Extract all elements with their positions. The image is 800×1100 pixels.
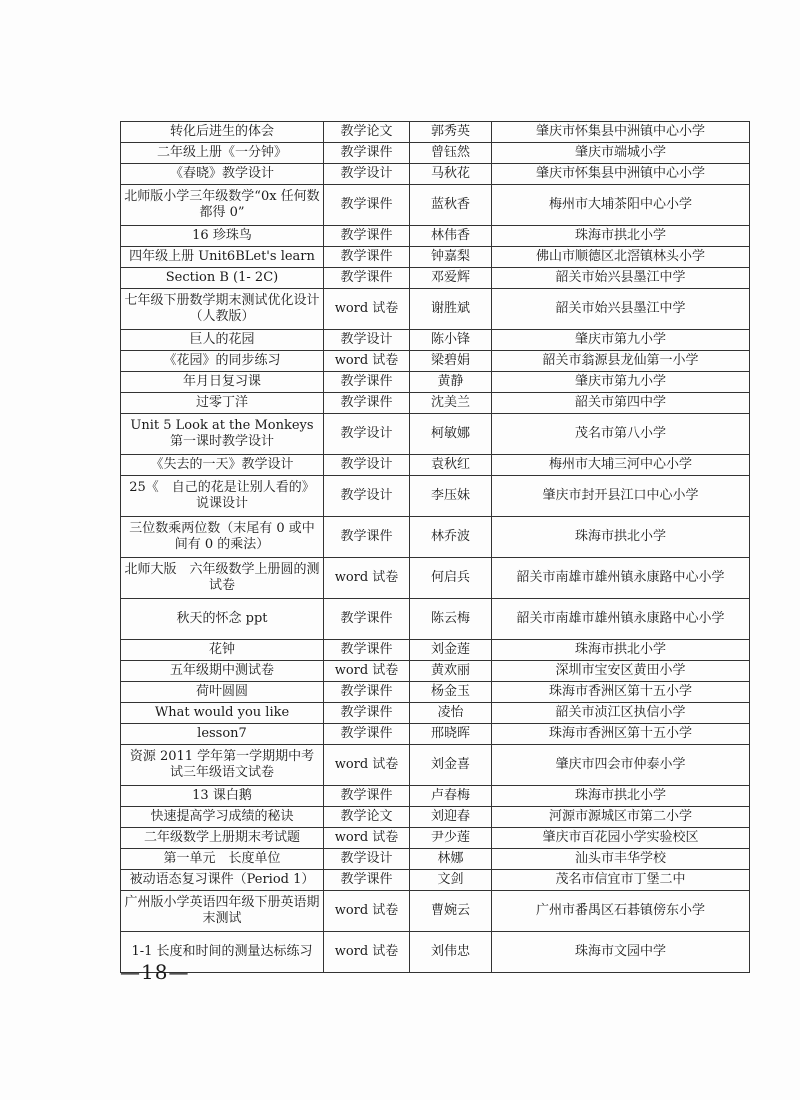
cell-title: Section B (1- 2C)	[121, 268, 324, 289]
cell-school: 汕头市丰华学校	[492, 849, 750, 870]
cell-type: 教学课件	[324, 247, 410, 268]
table-row	[121, 185, 750, 226]
cell-type: 教学课件	[324, 870, 410, 891]
cell-school: 河源市源城区市第二小学	[492, 807, 750, 828]
table-row	[121, 455, 750, 476]
cell-title: 七年级下册数学期末测试优化设计（人教版）	[121, 289, 324, 330]
cell-type: 教学课件	[324, 372, 410, 393]
table-row	[121, 661, 750, 682]
cell-author: 刘金莲	[410, 640, 492, 661]
cell-type: 教学课件	[324, 599, 410, 640]
table-row	[121, 849, 750, 870]
cell-author: 邢晓晖	[410, 724, 492, 745]
cell-title: 五年级期中测试卷	[121, 661, 324, 682]
cell-author: 杨金玉	[410, 682, 492, 703]
cell-title: 快速提高学习成绩的秘诀	[121, 807, 324, 828]
cell-type: word 试卷	[324, 891, 410, 932]
cell-type: 教学设计	[324, 414, 410, 455]
cell-school: 韶关市浈江区执信小学	[492, 703, 750, 724]
cell-school: 广州市番禺区石碁镇傍东小学	[492, 891, 750, 932]
table-row	[121, 414, 750, 455]
cell-type: 教学课件	[324, 185, 410, 226]
table-row	[121, 122, 750, 143]
cell-author: 陈小锋	[410, 330, 492, 351]
cell-title: 1-1 长度和时间的测量达标练习	[121, 932, 324, 973]
cell-type: 教学设计	[324, 330, 410, 351]
cell-school: 肇庆市百花园小学实验校区	[492, 828, 750, 849]
cell-school: 肇庆市怀集县中洲镇中心小学	[492, 164, 750, 185]
cell-school: 肇庆市第九小学	[492, 330, 750, 351]
table-row	[121, 226, 750, 247]
cell-title: 25《 自己的花是让别人看的》说课设计	[121, 476, 324, 517]
cell-type: word 试卷	[324, 932, 410, 973]
cell-school: 茂名市第八小学	[492, 414, 750, 455]
cell-type: 教学课件	[324, 143, 410, 164]
cell-school: 肇庆市第九小学	[492, 372, 750, 393]
cell-title: 16 珍珠鸟	[121, 226, 324, 247]
cell-title: 秋天的怀念 ppt	[121, 599, 324, 640]
cell-school: 珠海市拱北小学	[492, 517, 750, 558]
cell-school: 肇庆市四会市仲泰小学	[492, 745, 750, 786]
cell-author: 何启兵	[410, 558, 492, 599]
cell-type: word 试卷	[324, 289, 410, 330]
cell-school: 韶关市始兴县墨江中学	[492, 268, 750, 289]
table-row	[121, 599, 750, 640]
cell-author: 钟嘉梨	[410, 247, 492, 268]
cell-school: 韶关市南雄市雄州镇永康路中心小学	[492, 558, 750, 599]
cell-title: 《春晓》教学设计	[121, 164, 324, 185]
table-row	[121, 268, 750, 289]
table-row	[121, 870, 750, 891]
table-row	[121, 517, 750, 558]
cell-title: 二年级数学上册期末考试题	[121, 828, 324, 849]
cell-author: 曹婉云	[410, 891, 492, 932]
table-row	[121, 640, 750, 661]
cell-type: word 试卷	[324, 661, 410, 682]
cell-title: 巨人的花园	[121, 330, 324, 351]
cell-title: lesson7	[121, 724, 324, 745]
cell-school: 肇庆市封开县江口中心小学	[492, 476, 750, 517]
cell-title: 二年级上册《一分钟》	[121, 143, 324, 164]
table-row	[121, 393, 750, 414]
table-row	[121, 745, 750, 786]
cell-author: 梁碧娟	[410, 351, 492, 372]
cell-type: 教学课件	[324, 682, 410, 703]
table-row	[121, 703, 750, 724]
cell-author: 黄欢丽	[410, 661, 492, 682]
table-row	[121, 932, 750, 973]
cell-author: 黄静	[410, 372, 492, 393]
cell-school: 珠海市香洲区第十五小学	[492, 682, 750, 703]
table-row	[121, 558, 750, 599]
cell-author: 郭秀英	[410, 122, 492, 143]
cell-title: 过零丁洋	[121, 393, 324, 414]
cell-type: 教学课件	[324, 268, 410, 289]
cell-title: 北师版小学三年级数学“0x 任何数都得 0”	[121, 185, 324, 226]
cell-type: 教学课件	[324, 393, 410, 414]
cell-author: 陈云梅	[410, 599, 492, 640]
cell-title: Unit 5 Look at the Monkeys 第一课时教学设计	[121, 414, 324, 455]
cell-author: 刘金喜	[410, 745, 492, 786]
cell-author: 曾钰然	[410, 143, 492, 164]
cell-title: 三位数乘两位数（末尾有 0 或中间有 0 的乘法）	[121, 517, 324, 558]
table-row	[121, 289, 750, 330]
cell-type: 教学课件	[324, 703, 410, 724]
cell-school: 梅州市大埔三河中心小学	[492, 455, 750, 476]
table-row	[121, 247, 750, 268]
cell-author: 李压妹	[410, 476, 492, 517]
page-number: —18—	[120, 960, 190, 984]
cell-type: word 试卷	[324, 558, 410, 599]
cell-type: 教学课件	[324, 517, 410, 558]
cell-school: 韶关市翁源县龙仙第一小学	[492, 351, 750, 372]
table-row	[121, 476, 750, 517]
cell-type: 教学设计	[324, 849, 410, 870]
cell-school: 韶关市南雄市雄州镇永康路中心小学	[492, 599, 750, 640]
cell-school: 珠海市拱北小学	[492, 226, 750, 247]
records-table-body	[121, 122, 750, 973]
cell-title: 第一单元 长度单位	[121, 849, 324, 870]
table-row	[121, 330, 750, 351]
cell-title: 资源 2011 学年第一学期期中考试三年级语文试卷	[121, 745, 324, 786]
cell-type: 教学论文	[324, 122, 410, 143]
cell-author: 林娜	[410, 849, 492, 870]
cell-author: 文剑	[410, 870, 492, 891]
cell-title: 《花园》的同步练习	[121, 351, 324, 372]
cell-title: 广州版小学英语四年级下册英语期末测试	[121, 891, 324, 932]
cell-type: 教学设计	[324, 455, 410, 476]
cell-school: 韶关市始兴县墨江中学	[492, 289, 750, 330]
cell-school: 珠海市文园中学	[492, 932, 750, 973]
cell-author: 林伟香	[410, 226, 492, 247]
table-row	[121, 891, 750, 932]
cell-type: 教学课件	[324, 226, 410, 247]
cell-author: 刘迎春	[410, 807, 492, 828]
cell-school: 珠海市拱北小学	[492, 640, 750, 661]
cell-school: 梅州市大埔茶阳中心小学	[492, 185, 750, 226]
cell-title: 年月日复习课	[121, 372, 324, 393]
table-row	[121, 786, 750, 807]
table-row	[121, 164, 750, 185]
cell-type: 教学设计	[324, 476, 410, 517]
cell-type: word 试卷	[324, 745, 410, 786]
cell-title: 荷叶圆圆	[121, 682, 324, 703]
cell-author: 卢春梅	[410, 786, 492, 807]
cell-school: 韶关市第四中学	[492, 393, 750, 414]
cell-author: 尹少莲	[410, 828, 492, 849]
cell-title: 四年级上册 Unit6BLet's learn	[121, 247, 324, 268]
table-row	[121, 828, 750, 849]
cell-author: 袁秋红	[410, 455, 492, 476]
cell-title: 北师大版 六年级数学上册圆的测试卷	[121, 558, 324, 599]
cell-type: word 试卷	[324, 828, 410, 849]
cell-title: What would you like	[121, 703, 324, 724]
cell-author: 谢胜斌	[410, 289, 492, 330]
cell-type: 教学论文	[324, 807, 410, 828]
cell-type: 教学课件	[324, 640, 410, 661]
cell-author: 林乔波	[410, 517, 492, 558]
cell-author: 蓝秋香	[410, 185, 492, 226]
cell-school: 珠海市香洲区第十五小学	[492, 724, 750, 745]
records-table	[120, 121, 750, 973]
table-row	[121, 143, 750, 164]
cell-title: 13 课白鹅	[121, 786, 324, 807]
cell-type: 教学课件	[324, 724, 410, 745]
cell-author: 凌怡	[410, 703, 492, 724]
cell-type: word 试卷	[324, 351, 410, 372]
cell-school: 深圳市宝安区黄田小学	[492, 661, 750, 682]
table-row	[121, 351, 750, 372]
table-row	[121, 682, 750, 703]
cell-school: 珠海市拱北小学	[492, 786, 750, 807]
cell-title: 花钟	[121, 640, 324, 661]
cell-author: 沈美兰	[410, 393, 492, 414]
cell-title: 《失去的一天》教学设计	[121, 455, 324, 476]
cell-type: 教学设计	[324, 164, 410, 185]
cell-author: 邓爱辉	[410, 268, 492, 289]
table-row	[121, 807, 750, 828]
cell-author: 柯敏娜	[410, 414, 492, 455]
cell-school: 佛山市顺德区北滘镇林头小学	[492, 247, 750, 268]
cell-title: 被动语态复习课件（Period 1）	[121, 870, 324, 891]
cell-title: 转化后进生的体会	[121, 122, 324, 143]
cell-type: 教学课件	[324, 786, 410, 807]
cell-author: 马秋花	[410, 164, 492, 185]
table-row	[121, 724, 750, 745]
cell-school: 肇庆市端城小学	[492, 143, 750, 164]
cell-author: 刘伟忠	[410, 932, 492, 973]
cell-school: 茂名市信宜市丁堡二中	[492, 870, 750, 891]
cell-school: 肇庆市怀集县中洲镇中心小学	[492, 122, 750, 143]
table-row	[121, 372, 750, 393]
